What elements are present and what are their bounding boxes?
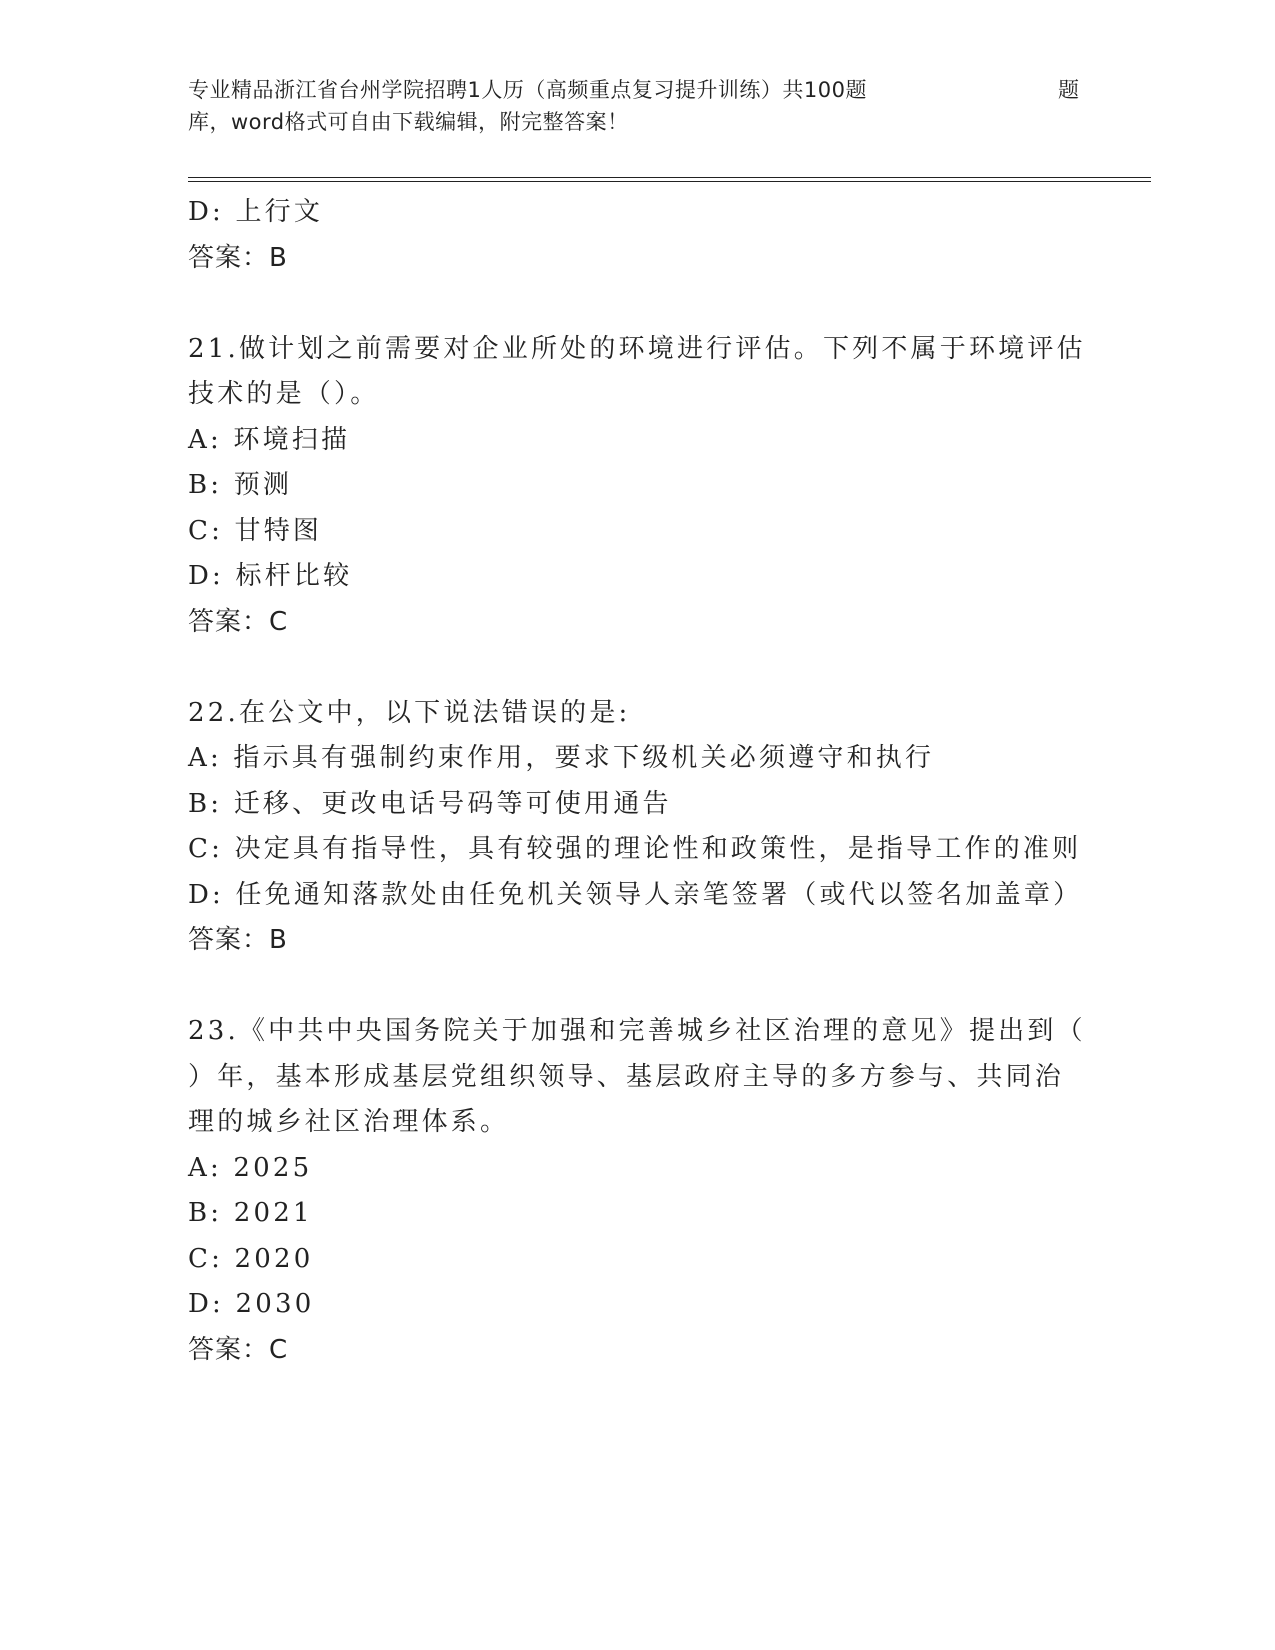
question-21-option-b: B: 预测 bbox=[188, 470, 293, 500]
prev-question-answer: 答案：B bbox=[188, 242, 288, 273]
header-title-line-1: 专业精品浙江省台州学院招聘1人历（高频重点复习提升训练）共100题 bbox=[188, 78, 867, 102]
question-23-option-d: D: 2030 bbox=[188, 1289, 315, 1319]
spacer bbox=[188, 281, 1088, 327]
question-content bbox=[188, 190, 1088, 1373]
question-22-stem-line-1: 22.在公文中，以下说法错误的是: bbox=[188, 697, 631, 728]
question-21-stem-line-1: 21.做计划之前需要对企业所处的环境进行评估。下列不属于环境评估 bbox=[188, 333, 1086, 364]
question-21-option-c: C: 甘特图 bbox=[188, 515, 323, 546]
header-divider-thin bbox=[188, 177, 1151, 178]
header-title-line-1-tail: 题 bbox=[1058, 78, 1080, 102]
header-divider-thick bbox=[188, 181, 1151, 182]
header-title-line-2: 库，word格式可自由下载编辑，附完整答案！ bbox=[188, 110, 629, 134]
spacer bbox=[188, 645, 1088, 691]
spacer bbox=[188, 964, 1088, 1010]
question-23-answer: 答案：C bbox=[188, 1334, 289, 1365]
question-23-option-a: A: 2025 bbox=[188, 1152, 313, 1183]
question-23-stem-line-2: ）年，基本形成基层党组织领导、基层政府主导的多方参与、共同治 bbox=[188, 1061, 1065, 1092]
question-21-answer: 答案：C bbox=[188, 606, 289, 637]
question-22-answer: 答案：B bbox=[188, 925, 288, 955]
question-22-option-b: B: 迁移、更改电话号码等可使用通告 bbox=[188, 788, 672, 819]
question-23-stem-line-3: 理的城乡社区治理体系。 bbox=[188, 1107, 510, 1137]
question-23-option-b: B: 2021 bbox=[188, 1198, 313, 1228]
prev-question-option-d: D: 上行文 bbox=[188, 197, 324, 227]
question-22-option-c: C: 决定具有指导性，具有较强的理论性和政策性，是指导工作的准则 bbox=[188, 834, 1082, 864]
question-21-option-d: D: 标杆比较 bbox=[188, 561, 353, 591]
question-22-option-a: A: 指示具有强制约束作用，要求下级机关必须遵守和执行 bbox=[188, 743, 935, 773]
question-23-stem-line-1: 23.《中共中央国务院关于加强和完善城乡社区治理的意见》提出到（ bbox=[188, 1016, 1086, 1046]
question-23-option-c: C: 2020 bbox=[188, 1243, 314, 1274]
question-21-stem-line-2: 技术的是（）。 bbox=[188, 379, 380, 409]
question-22-option-d: D: 任免通知落款处由任免机关领导人亲笔签署（或代以签名加盖章） bbox=[188, 879, 1083, 910]
question-21-option-a: A: 环境扫描 bbox=[188, 424, 351, 455]
page-header bbox=[188, 74, 1088, 138]
